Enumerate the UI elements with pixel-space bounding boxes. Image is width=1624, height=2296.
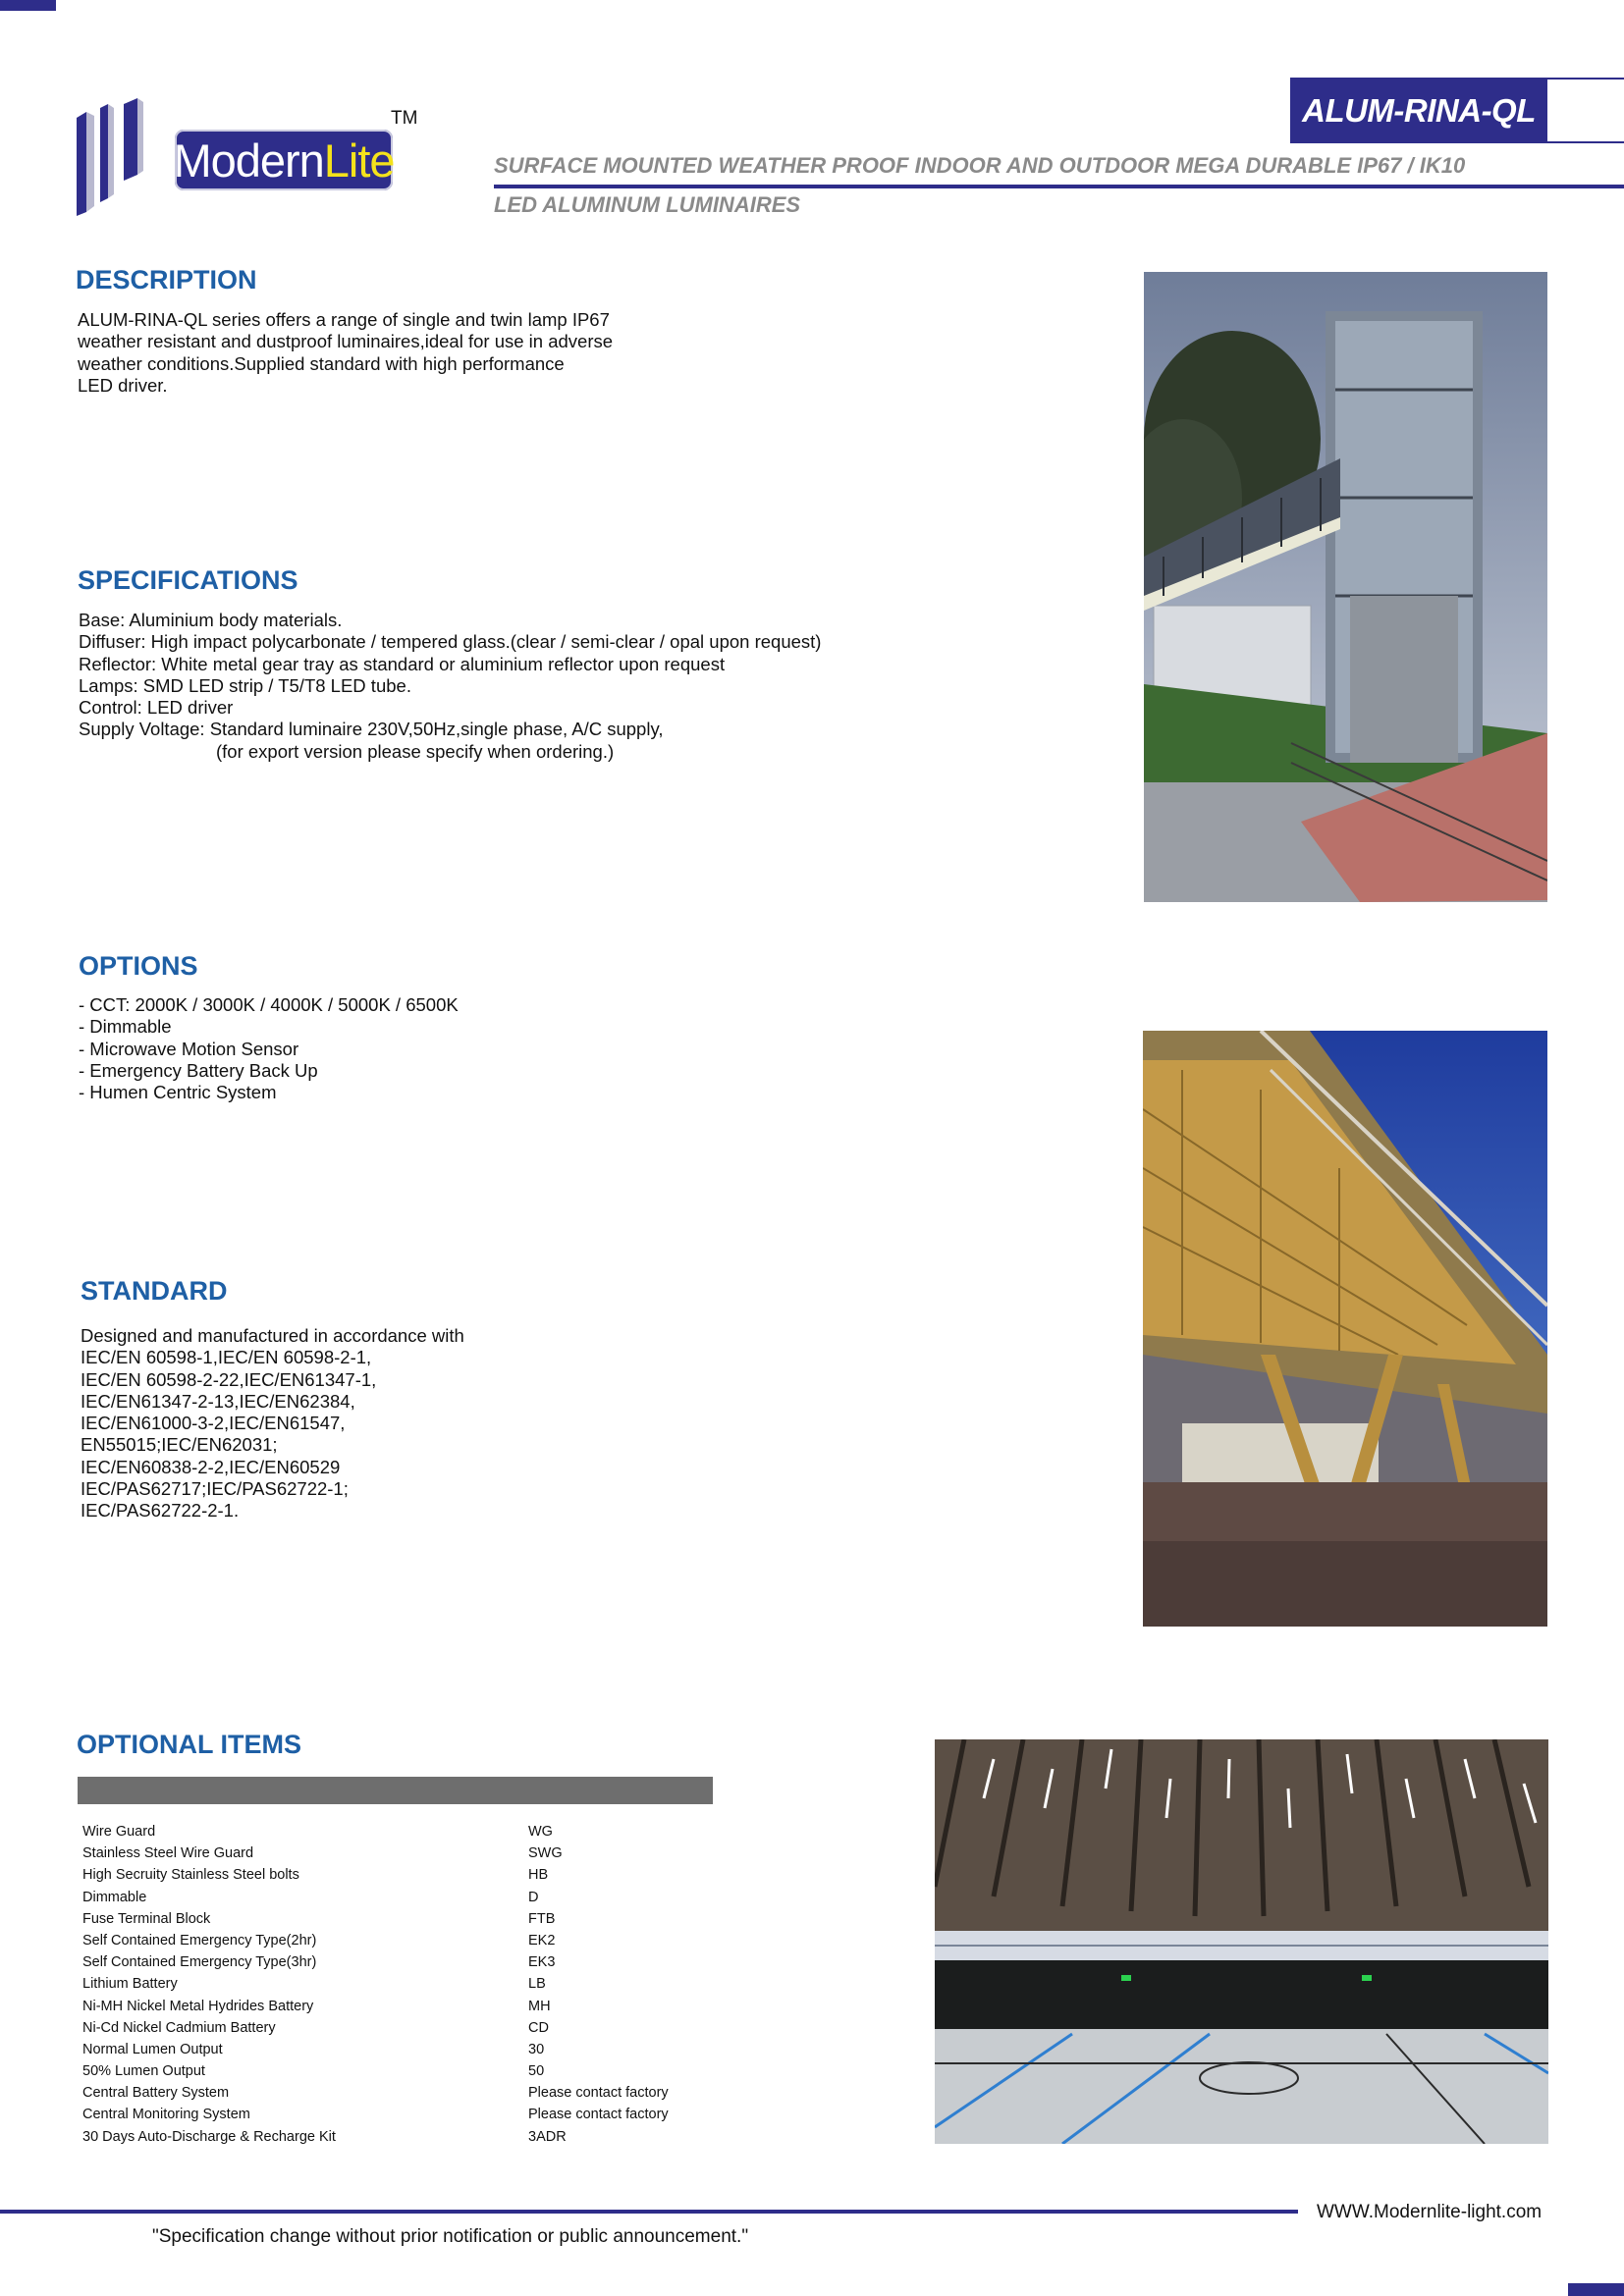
table-row: [82, 1973, 711, 1995]
item-code: EK3: [528, 1954, 556, 1971]
table-row: [82, 2104, 711, 2125]
logo-mark-icon: [77, 96, 165, 219]
options-heading: OPTIONS: [79, 951, 198, 981]
option-line: - Microwave Motion Sensor: [79, 1038, 299, 1059]
options-text: [79, 994, 459, 1103]
standard-line: IEC/PAS62722-2-1.: [81, 1500, 240, 1522]
specifications-text: [79, 610, 821, 763]
product-code-frame: [1545, 78, 1624, 143]
table-row: [82, 1908, 711, 1930]
bridge-photo: [1143, 1031, 1547, 1627]
item-code: FTB: [528, 1910, 556, 1927]
item-name: Central Battery System: [82, 2085, 230, 2102]
table-row: [82, 1930, 711, 1951]
standard-line: IEC/EN61347-2-13,IEC/EN62384,: [81, 1390, 355, 1412]
sports-hall-photo: [935, 1739, 1548, 2144]
optional-items-heading: OPTIONAL ITEMS: [77, 1730, 302, 1759]
table-row: [82, 1996, 711, 2017]
footer-divider: [0, 2210, 1298, 2214]
option-line: - CCT: 2000K / 3000K / 4000K / 5000K / 6500K: [79, 994, 459, 1015]
description-heading: DESCRIPTION: [76, 265, 257, 294]
standard-line: IEC/EN61000-3-2,IEC/EN61547,: [81, 1413, 346, 1434]
item-code: MH: [528, 1998, 551, 2014]
item-name: 50% Lumen Output: [82, 2063, 205, 2080]
item-code: Please contact factory: [528, 2107, 669, 2123]
table-row: [82, 1951, 711, 1973]
table-row: [82, 2017, 711, 2039]
item-code: LB: [528, 1976, 546, 1993]
item-code: Please contact factory: [528, 2085, 669, 2102]
disclaimer-note: "Specification change without prior notification or public announcement.": [152, 2226, 749, 2247]
product-code: ALUM-RINA-QL: [1290, 78, 1547, 143]
spec-line: (for export version please specify when ordering.): [216, 740, 615, 762]
item-name: Wire Guard: [82, 1824, 156, 1840]
spec-line: Lamps: SMD LED strip / T5/T8 LED tube.: [79, 674, 411, 696]
item-name: Ni-MH Nickel Metal Hydrides Battery: [82, 1998, 314, 2014]
option-line: - Dimmable: [79, 1016, 172, 1038]
item-name: Self Contained Emergency Type(2hr): [82, 1932, 317, 1949]
description-line: weather resistant and dustproof luminaires,ideal for use in adverse: [78, 331, 614, 352]
trademark-symbol: TM: [391, 108, 418, 129]
logo-wordmark: [175, 130, 393, 190]
logo-text-lite: Lite: [323, 133, 395, 187]
item-name: High Secruity Stainless Steel bolts: [82, 1867, 299, 1884]
table-row: [82, 1842, 711, 1864]
standard-line: IEC/EN 60598-1,IEC/EN 60598-2-1,: [81, 1347, 372, 1368]
website-link[interactable]: WWW.Modernlite-light.com: [1317, 2202, 1543, 2222]
item-name: Central Monitoring System: [82, 2107, 250, 2123]
spec-line: Supply Voltage: Standard luminaire 230V,50Hz,single phase, A/C supply,: [79, 719, 664, 740]
item-code: 50: [528, 2063, 545, 2080]
description-line: ALUM-RINA-QL series offers a range of single and twin lamp IP67: [78, 309, 610, 330]
standard-text: [81, 1325, 464, 1522]
item-name: Self Contained Emergency Type(3hr): [82, 1954, 317, 1971]
table-row: [82, 2039, 711, 2060]
description-text: [78, 309, 613, 397]
standard-line: IEC/EN60838-2-2,IEC/EN60529: [81, 1456, 341, 1477]
item-name: Normal Lumen Output: [82, 2041, 223, 2057]
item-code: EK2: [528, 1932, 556, 1949]
table-row: [82, 1887, 711, 1908]
walkway-photo: [1144, 272, 1547, 902]
standard-line: IEC/PAS62717;IEC/PAS62722-1;: [81, 1478, 349, 1500]
item-name: Ni-Cd Nickel Cadmium Battery: [82, 2019, 276, 2036]
item-code: CD: [528, 2019, 549, 2036]
item-name: 30 Days Auto-Discharge & Recharge Kit: [82, 2128, 336, 2145]
sports-hall-photo-image: [935, 1739, 1548, 2144]
spec-line: Diffuser: High impact polycarbonate / tempered glass.(clear / semi-clear / opal upon request): [79, 631, 822, 653]
description-line: weather conditions.Supplied standard with high performance: [78, 352, 565, 374]
item-name: Fuse Terminal Block: [82, 1910, 211, 1927]
bridge-photo-image: [1143, 1031, 1547, 1627]
table-row: [82, 1864, 711, 1886]
item-code: HB: [528, 1867, 549, 1884]
spec-line: Base: Aluminium body materials.: [79, 610, 343, 630]
item-name: Dimmable: [82, 1889, 147, 1905]
item-code: D: [528, 1889, 539, 1905]
subtitle-line-2: LED ALUMINUM LUMINAIRES: [494, 192, 801, 217]
table-row: [82, 2126, 711, 2148]
table-row: [82, 2060, 711, 2082]
standard-line: IEC/EN 60598-2-22,IEC/EN61347-1,: [81, 1368, 377, 1390]
option-line: - Emergency Battery Back Up: [79, 1059, 318, 1081]
logo-text-modern: Modern: [173, 133, 324, 187]
item-code: 30: [528, 2041, 545, 2057]
brand-logo: [77, 96, 420, 219]
option-line: - Humen Centric System: [79, 1082, 277, 1103]
subtitle-line-1: SURFACE MOUNTED WEATHER PROOF INDOOR AND OUTDOOR MEGA DURABLE IP67 / IK10: [494, 153, 1466, 178]
corner-accent-bottom: [1568, 2283, 1624, 2296]
standard-line: Designed and manufactured in accordance with: [81, 1325, 464, 1346]
optional-items-table: [82, 1821, 711, 2148]
standard-line: EN55015;IEC/EN62031;: [81, 1434, 278, 1456]
spec-line: Reflector: White metal gear tray as standard or aluminium reflector upon request: [79, 653, 726, 674]
spec-line: Control: LED driver: [79, 697, 234, 719]
item-name: Lithium Battery: [82, 1976, 178, 1993]
table-row: [82, 2082, 711, 2104]
item-name: Stainless Steel Wire Guard: [82, 1845, 254, 1862]
item-code: WG: [528, 1824, 553, 1840]
item-code: SWG: [528, 1845, 563, 1862]
item-code: 3ADR: [528, 2128, 567, 2145]
specifications-heading: SPECIFICATIONS: [78, 565, 298, 595]
header-divider: [494, 185, 1624, 188]
description-line: LED driver.: [78, 374, 168, 396]
standard-heading: STANDARD: [81, 1276, 228, 1306]
corner-accent-top: [0, 0, 56, 11]
walkway-photo-image: [1144, 272, 1547, 902]
optional-items-header-bar: [78, 1777, 713, 1804]
table-row: [82, 1821, 711, 1842]
